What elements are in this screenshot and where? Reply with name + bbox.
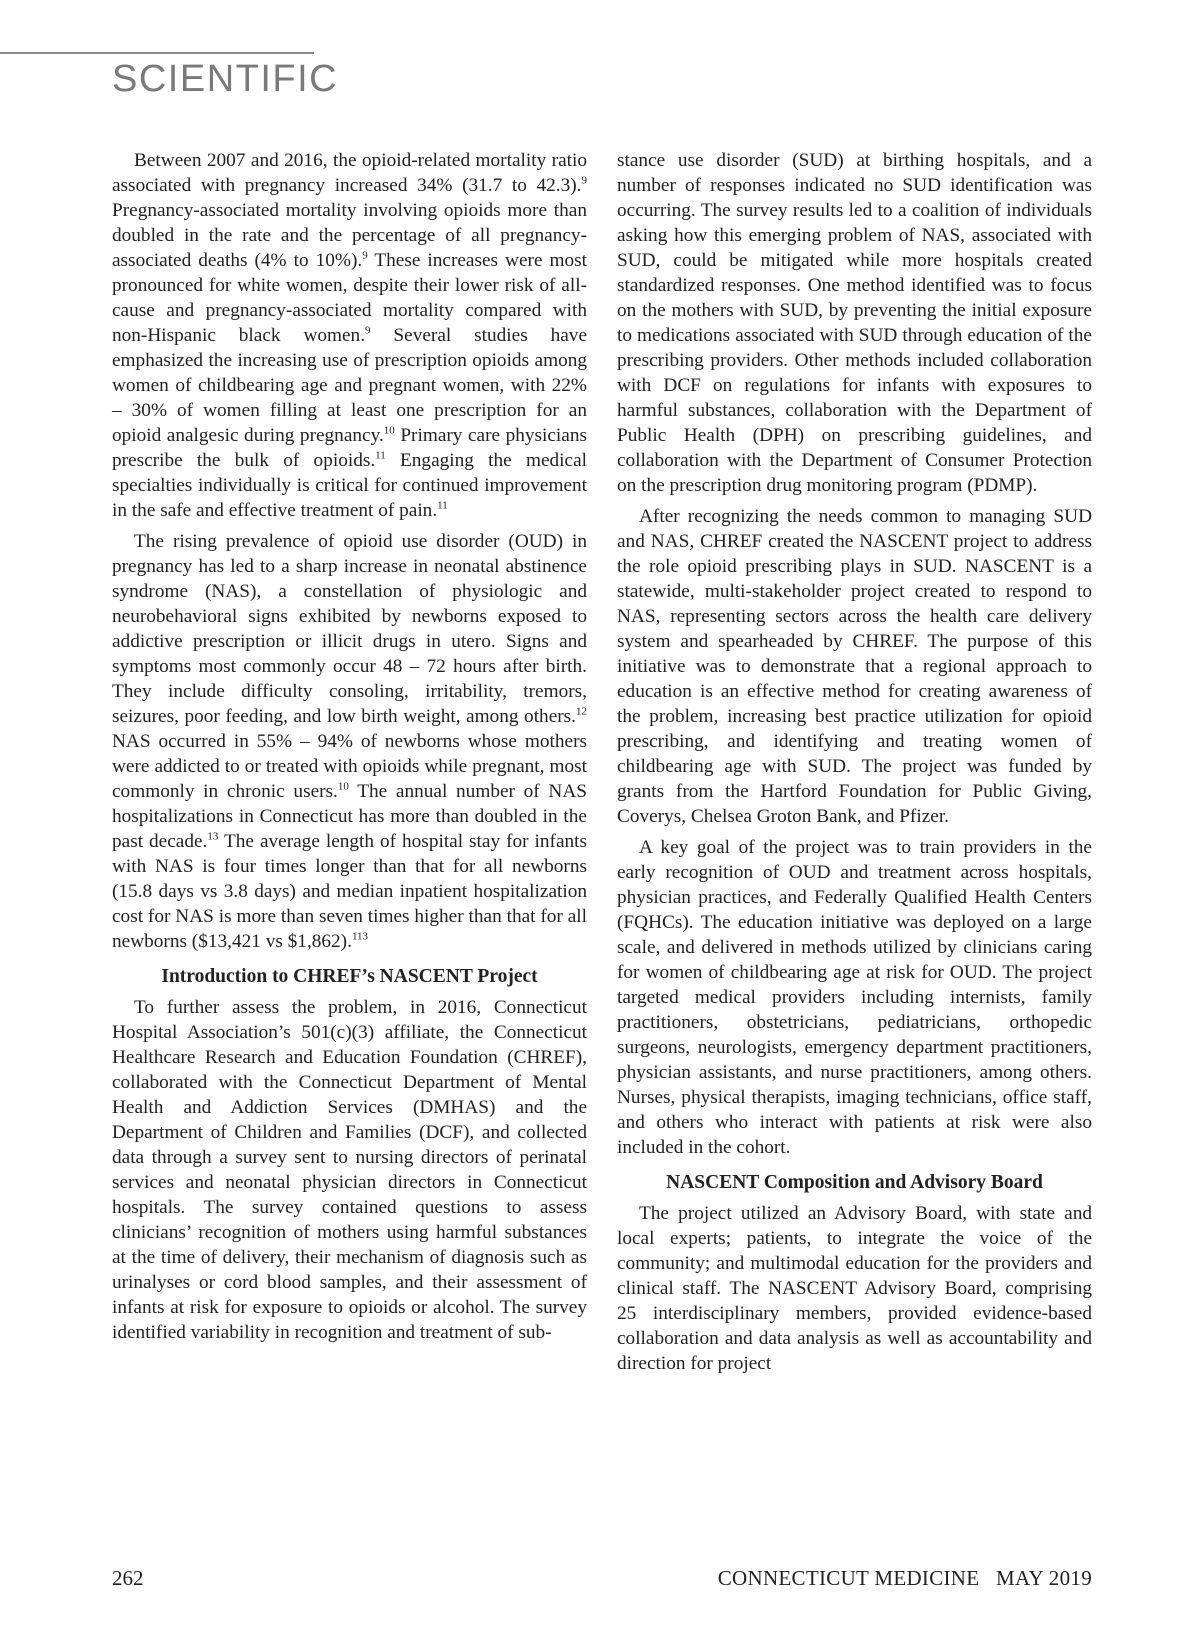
paragraph: The rising prevalence of opioid use disorder (OUD) in pregnancy has led to a sharp increase in neonatal abstinence syndrome (NAS), a constellation of physiologic and neurobehavioral signs exhibited by newborns exposed to addictive prescription or illicit drugs in utero. Signs and symptoms most commonly occur 48 – 72 hours after birth. They include difficulty consoling, irritability, tremors, seizures, poor feeding, and low birth weight, among others.$^{12}$ NAS occurred in 55% – 94% of newborns whose mothers were addicted to or treated with opioids while pregnant, most commonly in chronic users.$^{10}$ The annual number of NAS hospitalizations in Connecticut has more than doubled in the past decade.$^{13}$ The average length of hospital stay for infants with NAS is four times longer than that for all newborns (15.8 days vs 3.8 days) and median inpatient hospitalization cost for NAS is more than seven times higher than that for all newborns ($13,421 vs $1,862).$^{113}$ [112, 531, 588, 952]
right-column [617, 148, 1092, 1382]
paragraph: Between 2007 and 2016, the opioid-related mortality ratio associated with pregnancy increased 34% (31.7 to 42.3).$^9$ Pregnancy-associated mortality involving opioids more than doubled in the rate and the percentage of all pregnancy-associated deaths (4% to 10%).$^9$ These increases were most pronounced for white women, despite their lower risk of all-cause and pregnancy-associated mortality compared with non-Hispanic black women.$^9$ Several studies have emphasized the increasing use of prescription opioids among women of childbearing age and pregnant women, with 22% – 30% of women filling at least one prescription for an opioid analgesic during pregnancy.$^{10}$ Primary care physicians prescribe the bulk of opioids.$^{11}$ Engaging the medical specialties individually is critical for continued improvement in the safe and effective treatment of pain.$^{11}$ [112, 150, 588, 521]
header-rule [0, 52, 314, 54]
paragraph: After recognizing the needs common to managing SUD and NAS, CHREF created the NASCENT project to address the role opioid prescribing plays in SUD. NASCENT is a statewide, multi-stakeholder project created to respond to NAS, representing sectors across the health care delivery system and spearheaded by CHREF. The purpose of this initiative was to demonstrate that a regional approach to education is an effective method for creating awareness of the problem, increasing best practice utilization for opioid prescribing, and identifying and treating women of childbearing age with SUD. The project was funded by grants from the Hartford Foundation for Public Giving, Coverys, Chelsea Groton Bank, and Pfizer. [617, 506, 1092, 827]
citation: 13 [207, 830, 219, 843]
citation: 10 [383, 424, 395, 437]
citation: 113 [351, 930, 369, 943]
citation: 9 [362, 249, 368, 262]
section-label: SCIENTIFIC [112, 58, 339, 100]
paragraph: A key goal of the project was to train providers in the early recognition of OUD and treatment across hospitals, physician practices, and Federally Qualified Health Centers (FQHCs). The education initiative was deployed on a large scale, and delivered in methods utilized by clinicians caring for women of childbearing age at risk for OUD. The project targeted medical providers including internists, family practitioners, obstetricians, pediatricians, orthopedic surgeons, neurologists, emergency department practitioners, physician assistants, and nurse practitioners, among others. Nurses, physical therapists, imaging technicians, office staff, and others who interact with patients at risk were also included in the cohort. [617, 837, 1092, 1158]
citation: 12 [576, 705, 587, 718]
section-heading: Introduction to CHREF’s NASCENT Project [161, 966, 538, 987]
citation: 9 [365, 324, 371, 337]
citation: 11 [375, 449, 386, 462]
citation: 9 [581, 174, 587, 187]
section-heading: NASCENT Composition and Advisory Board [666, 1172, 1043, 1193]
paragraph: stance use disorder (SUD) at birthing hospitals, and a number of responses indicated no SUD identification was occurring. The survey results led to a coalition of individuals asking how this emerging problem of NAS, associated with SUD, could be mitigated while more hospitals created standardized responses. One method identified was to focus on the mothers with SUD, by preventing the initial exposure to medications associated with SUD through education of the prescribing providers. Other methods included collaboration with DCF on regulations for infants with exposures to harmful substances, collaboration with the Department of Public Health (DPH) on prescribing guidelines, and collaboration with the Department of Consumer Protection on the prescription drug monitoring program (PDMP). [617, 150, 1092, 496]
page-number: 262 [112, 1566, 144, 1590]
citation: 11 [437, 499, 448, 512]
citation: 10 [337, 780, 349, 793]
paragraph: To further assess the problem, in 2016, Connecticut Hospital Association’s 501(c)(3) affiliate, the Connecticut Healthcare Research and Education Foundation (CHREF), collaborated with the Connecticut Department of Mental Health and Addiction Services (DMHAS) and the Department of Children and Families (DCF), and collected data through a survey sent to nursing directors of perinatal services and neonatal physician directors in Connecticut hospitals. The survey contained questions to assess clinicians’ recognition of mothers using harmful substances at the time of delivery, their mechanism of diagnosis such as urinalyses or cord blood samples, and their assessment of infants at risk for exposure to opioids or alcohol. The survey identified variability in recognition and treatment of sub- [112, 997, 587, 1343]
journal-footer: CONNECTICUT MEDICINE MAY 2019 [717, 1566, 1092, 1590]
paragraph: The project utilized an Advisory Board, with state and local experts; patients, to integrate the voice of the community; and multimodal education for the providers and clinical staff. The NASCENT Advisory Board, comprising 25 interdisciplinary members, provided evidence-based collaboration and data analysis as well as accountability and direction for project [617, 1203, 1092, 1374]
left-column [112, 148, 587, 1351]
